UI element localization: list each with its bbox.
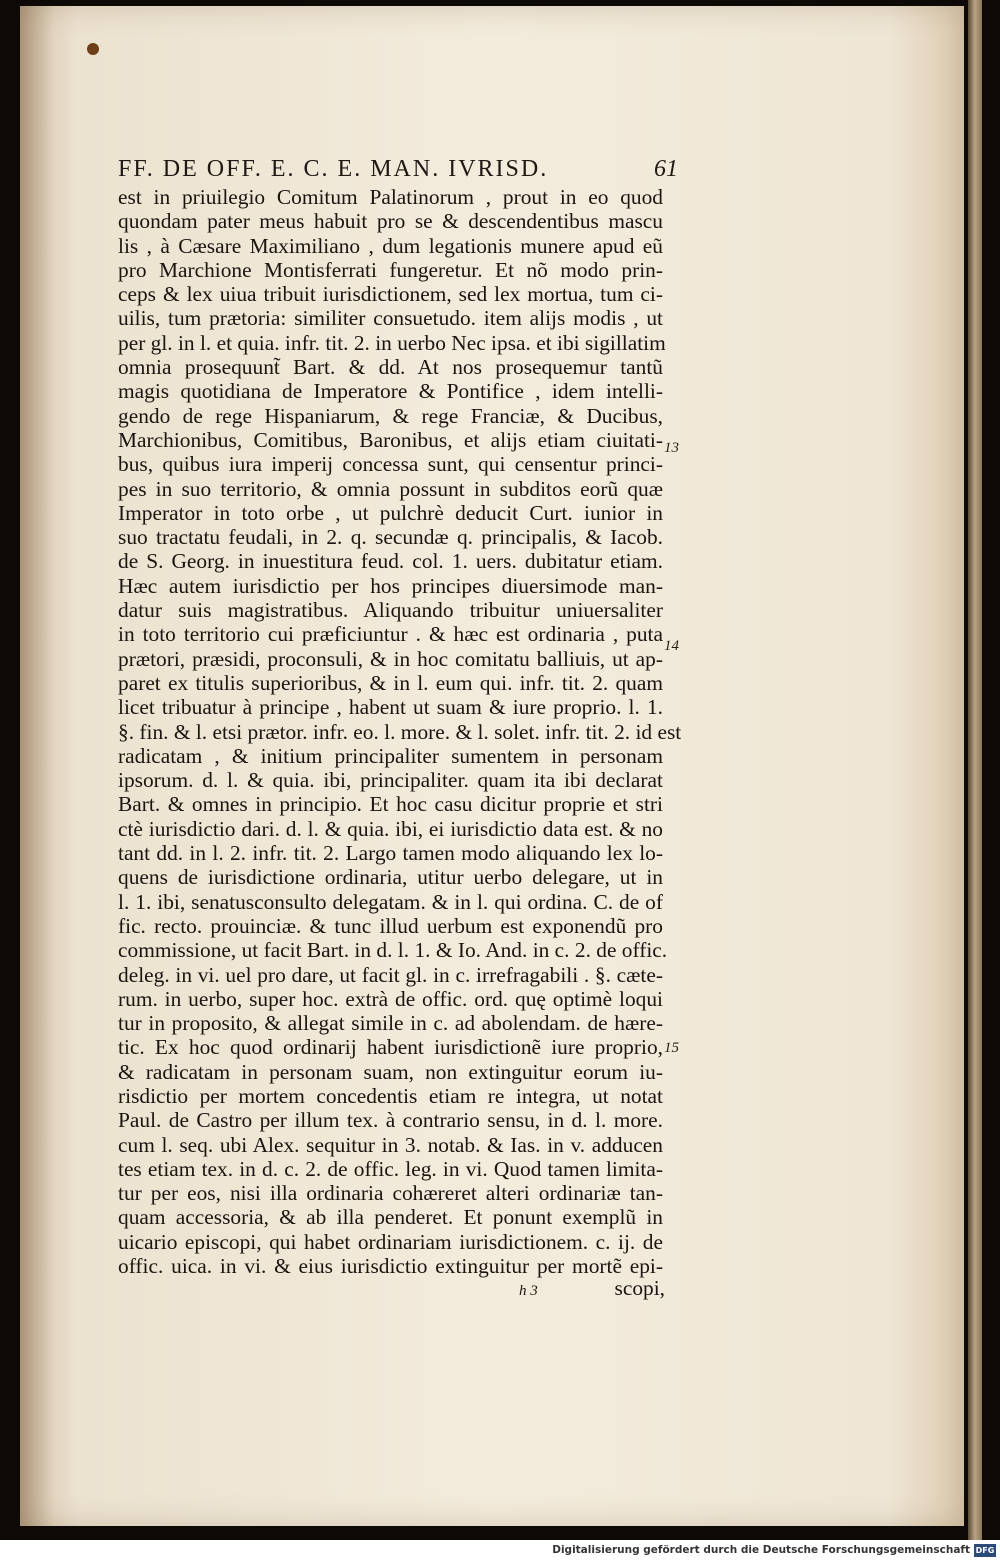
text-line: uilis, tum prætoria: similiter consuetudo. item alijs modis , ut bbox=[118, 306, 663, 331]
text-line: ceps & lex uiua tribuit iurisdictionem, sed lex mortua, tum ci- bbox=[118, 282, 663, 307]
text-line: radicatam , & initium principaliter sumentem in personam bbox=[118, 743, 663, 768]
text-line: magis quotidiana de Imperatore & Pontifice , idem intelli- bbox=[118, 379, 663, 404]
page-edge-strip bbox=[968, 0, 982, 1540]
text-line: §. fin. & l. etsi prætor. infr. eo. l. more. & l. solet. infr. tit. 2. id est bbox=[118, 719, 682, 744]
text-line: pes in suo territorio, & omnia possunt in subditos eorũ quæ bbox=[118, 476, 663, 501]
text-line: datur suis magistratibus. Aliquando tribuitur uniuersaliter bbox=[118, 598, 663, 623]
text-line: paret ex titulis superioribus, & in l. eum qui. infr. tit. 2. quam bbox=[118, 670, 663, 695]
margin-number: 13 bbox=[664, 440, 679, 456]
text-line: ipsorum. d. l. & quia. ibi, principaliter. quam ita ibi declarat bbox=[118, 768, 663, 793]
text-line: Imperator in toto orbe , ut pulchrè deducit Curt. iunior in bbox=[118, 500, 663, 525]
text-line: prætori, præsidi, proconsuli, & in hoc comitatu balliuis, ut ap- bbox=[118, 646, 663, 671]
text-line: rum. in uerbo, super hoc. extrà de offic. ord. quę optimè loqui bbox=[118, 986, 663, 1011]
text-line: gendo de rege Hispaniarum, & rege Franciæ, & Ducibus, bbox=[118, 403, 663, 428]
text-line: uicario episcopi, qui habet ordinariam iurisdictionem. c. ij. de bbox=[118, 1229, 663, 1254]
text-line: risdictio per mortem concedentis etiam re integra, ut notat bbox=[118, 1083, 663, 1108]
text-line: pro Marchione Montisferrati fungeretur. Et nõ modo prin- bbox=[118, 257, 663, 282]
footer-bar bbox=[0, 1540, 1000, 1562]
text-line: cum l. seq. ubi Alex. sequitur in 3. notab. & Ias. in v. adducen bbox=[118, 1132, 663, 1157]
paper-stain-dot bbox=[87, 43, 99, 55]
gutter-shadow bbox=[20, 6, 54, 1526]
text-line: deleg. in vi. uel pro dare, ut facit gl. in c. irrefragabili . §. cæte- bbox=[118, 962, 663, 987]
text-line: est in priuilegio Comitum Palatinorum , prout in eo quod bbox=[118, 185, 663, 209]
text-line: bus, quibus iura imperij concessa sunt, qui censentur princi- bbox=[118, 452, 663, 477]
text-line: omnia prosequunt̃ Bart. & dd. At nos prosequemur tantũ bbox=[118, 355, 663, 380]
text-line: ctè iurisdictio dari. d. l. & quia. ibi, ei iurisdictio data est. & no bbox=[118, 816, 663, 841]
dfg-logo: DFG bbox=[975, 1546, 995, 1555]
text-line: tic. Ex hoc quod ordinarij habent iurisdictionẽ iure proprio, bbox=[118, 1035, 663, 1060]
text-line: in toto territorio cui præficiuntur . & hæc est ordinaria , puta bbox=[118, 622, 663, 647]
text-line: licet tribuatur à principe , habent ut suam & iure proprio. l. 1. bbox=[118, 695, 663, 720]
text-line: lis , à Cæsare Maximiliano , dum legationis munere apud eũ bbox=[118, 233, 663, 258]
text-line: l. 1. ibi, senatusconsulto delegatam. & in l. qui ordina. C. de of bbox=[118, 889, 663, 914]
text-line: offic. uica. in vi. & eius iurisdictio extinguitur per mortẽ epi- bbox=[118, 1254, 663, 1279]
page-number: 61 bbox=[654, 156, 678, 182]
text-line: de S. Georg. in inuestitura feud. col. 1. uers. dubitatur etiam. bbox=[118, 549, 663, 574]
text-line: tes etiam tex. in d. c. 2. de offic. leg. in vi. Quod tamen limita- bbox=[118, 1156, 663, 1181]
running-head-title: FF. DE OFF. E. C. E. MAN. IVRISD. bbox=[118, 156, 549, 182]
text-line: Paul. de Castro per illum tex. à contrario sensu, in d. l. more. bbox=[118, 1108, 663, 1133]
text-line: suo tractatu feudali, in 2. q. secundæ q. principalis, & Iacob. bbox=[118, 525, 663, 550]
text-line: tant dd. in l. 2. infr. tit. 2. Largo tamen modo aliquando lex lo- bbox=[118, 841, 663, 866]
signature-mark: h 3 bbox=[519, 1283, 538, 1299]
text-line: Bart. & omnes in principio. Et hoc casu dicitur proprie et stri bbox=[118, 792, 663, 817]
text-line: Hæc autem iurisdictio per hos principes diuersimode man- bbox=[118, 573, 663, 598]
margin-number: 14 bbox=[664, 638, 679, 654]
text-line: fic. recto. prouinciæ. & tunc illud uerbum est exponendũ pro bbox=[118, 913, 663, 938]
text-line: tur in proposito, & allegat simile in c. ad abolendam. de hære- bbox=[118, 1011, 663, 1036]
text-line: quens de iurisdictione ordinaria, utitur uerbo delegare, ut in bbox=[118, 865, 663, 890]
digitization-credit: Digitalisierung gefördert durch die Deutsche Forschungsgemeinschaft bbox=[552, 1544, 970, 1556]
text-line: quondam pater meus habuit pro se & descendentibus mascu bbox=[118, 209, 663, 234]
text-line: quam accessoria, & ab illa penderet. Et ponunt exemplũ in bbox=[118, 1205, 663, 1230]
catchword: scopi, bbox=[614, 1276, 665, 1300]
text-line: per gl. in l. et quia. infr. tit. 2. in uerbo Nec ipsa. et ibi sigillatim bbox=[118, 330, 666, 355]
text-line: tur per eos, nisi illa ordinaria cohæreret alteri ordinariæ tan- bbox=[118, 1181, 663, 1206]
margin-number: 15 bbox=[664, 1040, 679, 1056]
text-line: commissione, ut facit Bart. in d. l. 1. & Io. And. in c. 2. de offic. bbox=[118, 938, 668, 963]
text-line: & radicatam in personam suam, non extinguitur eorum iu- bbox=[118, 1059, 663, 1084]
text-line: Marchionibus, Comitibus, Baronibus, et alijs etiam ciuitati- bbox=[118, 427, 663, 452]
running-head bbox=[118, 156, 678, 183]
catchline bbox=[515, 1276, 665, 1301]
